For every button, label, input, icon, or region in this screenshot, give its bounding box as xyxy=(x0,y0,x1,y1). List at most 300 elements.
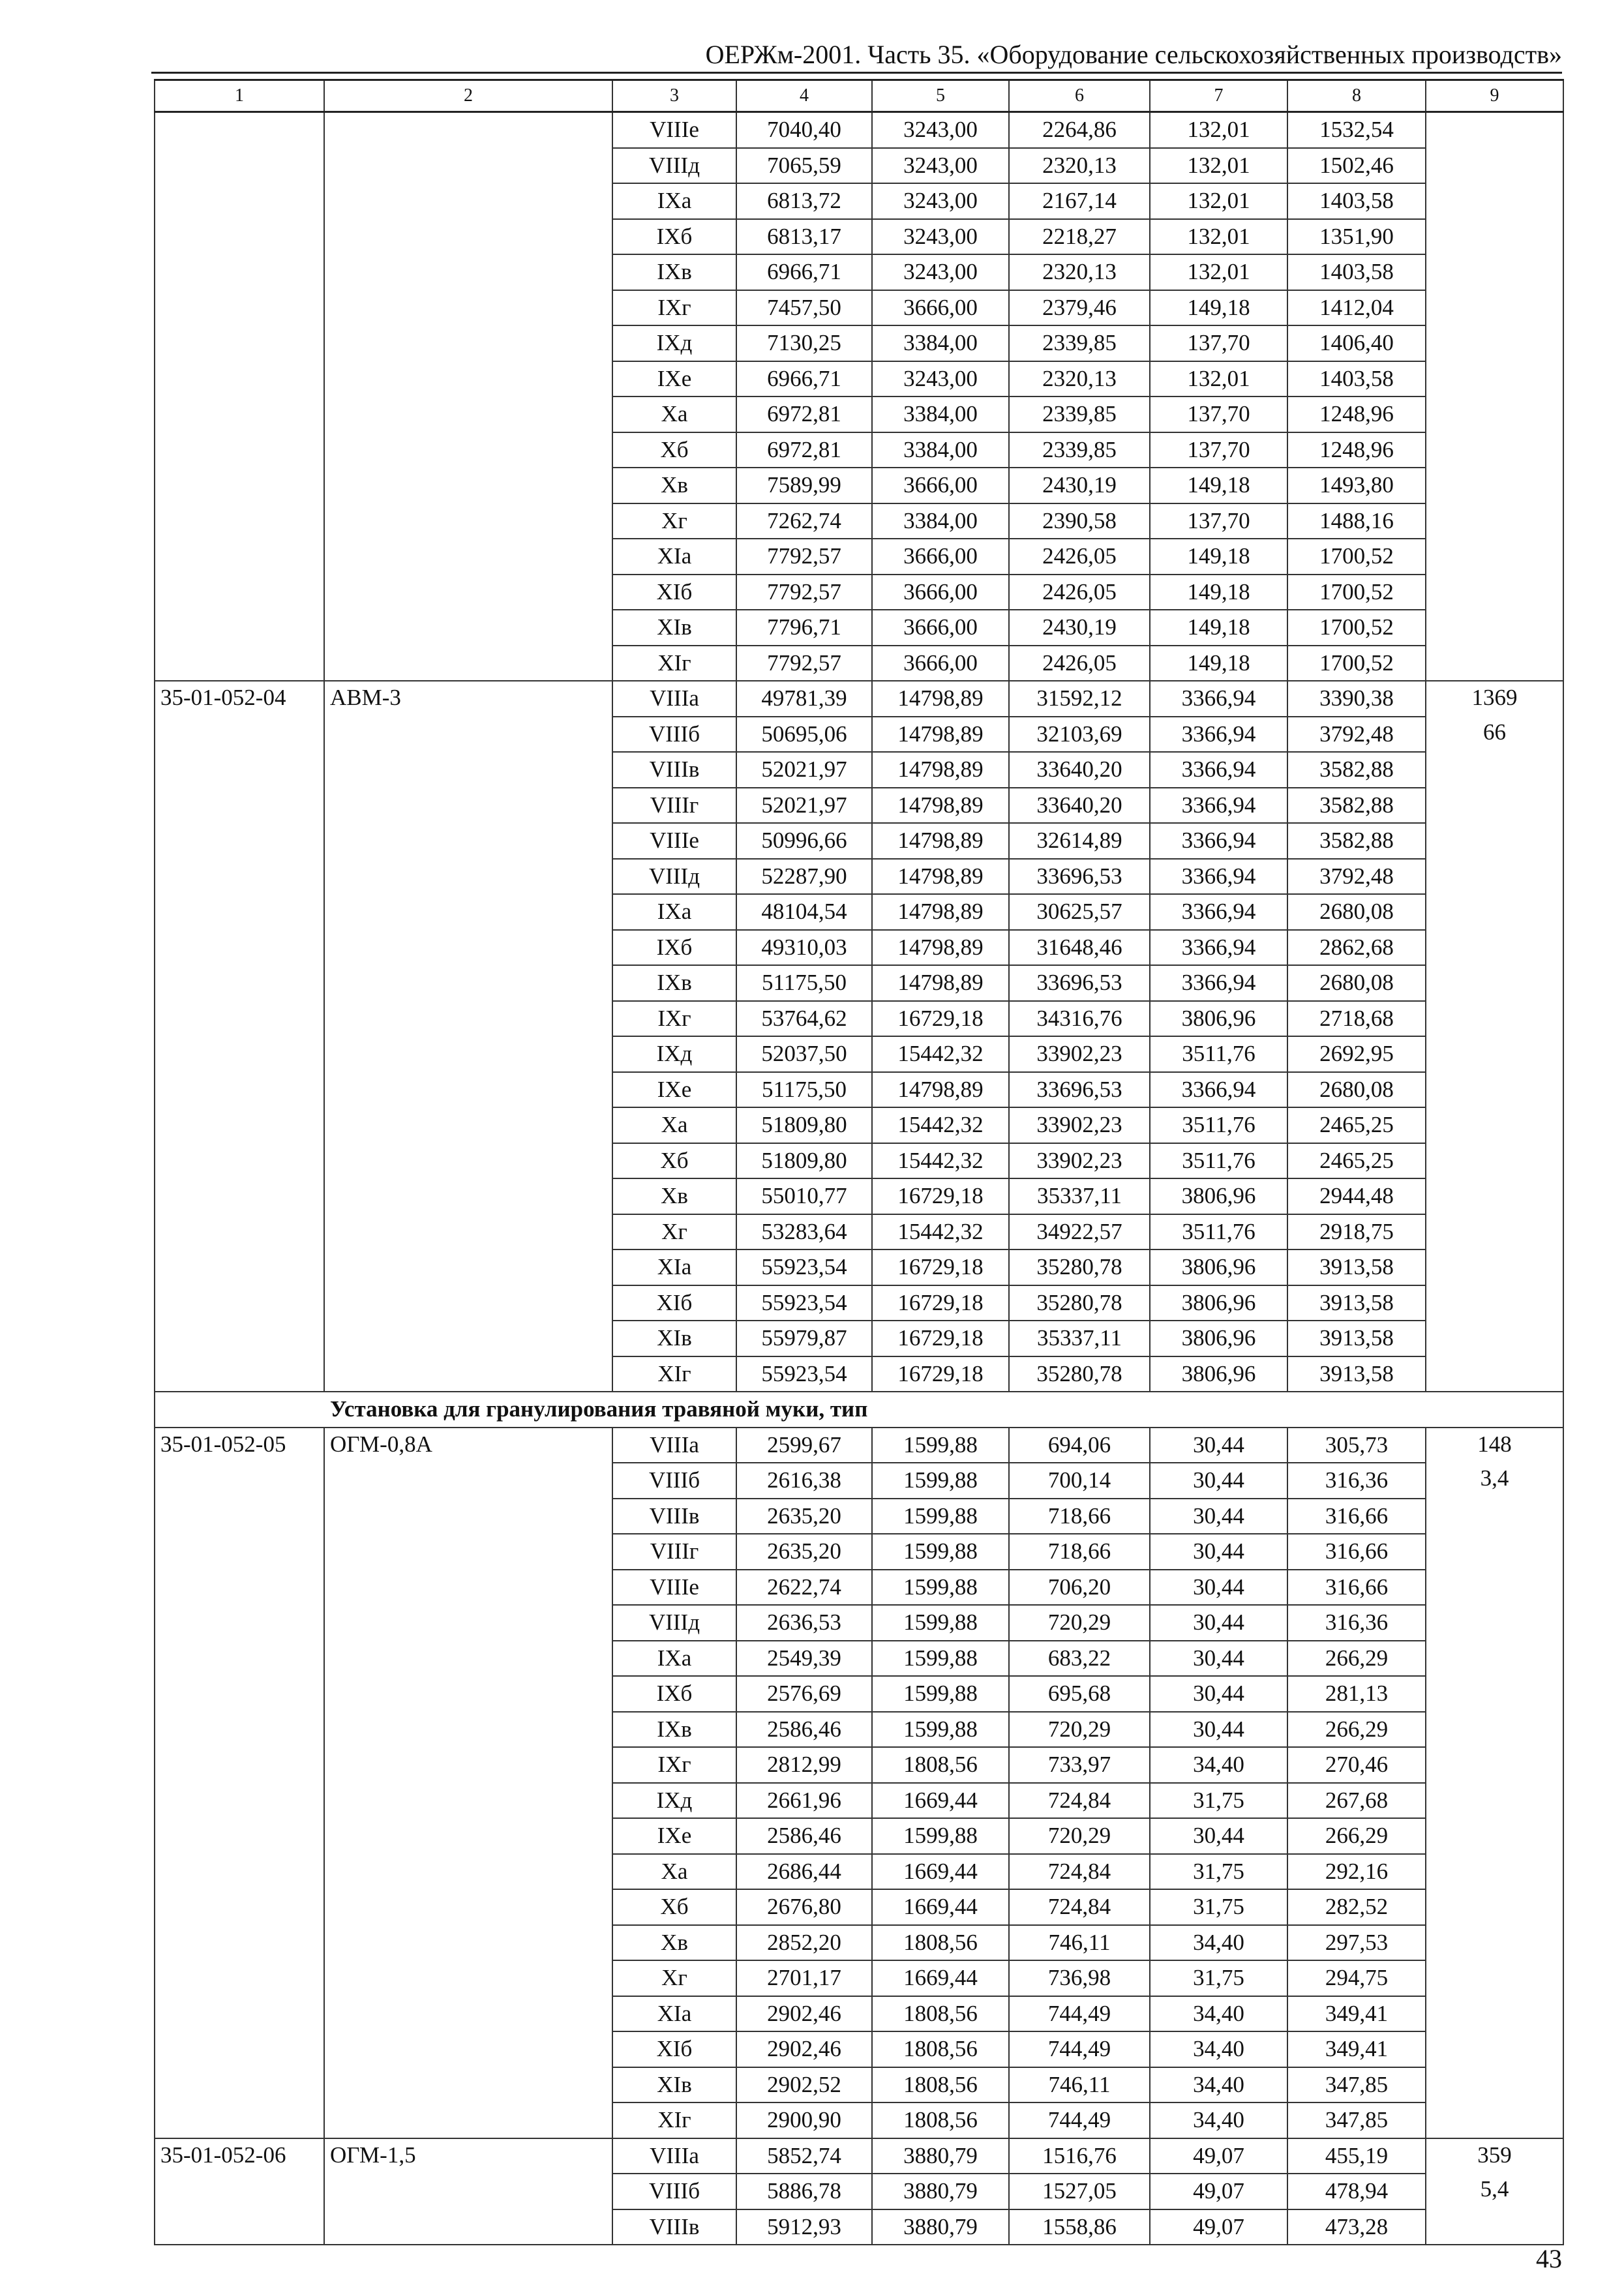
value-cell: 1669,44 xyxy=(872,1783,1009,1819)
value-cell: 3511,76 xyxy=(1150,1036,1287,1072)
value-cell: 720,29 xyxy=(1009,1605,1150,1641)
value-cell: 6966,71 xyxy=(736,254,872,290)
value-cell: 3792,48 xyxy=(1287,859,1426,895)
value-cell: 3366,94 xyxy=(1150,1072,1287,1108)
zone-cell: VIIIг xyxy=(612,1534,736,1570)
zone-cell: IXг xyxy=(612,290,736,326)
value-cell: 2701,17 xyxy=(736,1960,872,1996)
value-cell: 34,40 xyxy=(1150,1925,1287,1961)
zone-cell: XIб xyxy=(612,575,736,610)
value-cell: 3913,58 xyxy=(1287,1356,1426,1392)
value-cell: 3384,00 xyxy=(872,396,1009,432)
value-cell: 2902,46 xyxy=(736,2031,872,2067)
value-cell: 3384,00 xyxy=(872,325,1009,361)
value-cell: 16729,18 xyxy=(872,1321,1009,1356)
zone-cell: IXе xyxy=(612,361,736,397)
value-cell: 3366,94 xyxy=(1150,930,1287,966)
value-cell: 3384,00 xyxy=(872,432,1009,468)
value-cell: 5912,93 xyxy=(736,2209,872,2245)
value-cell: 281,13 xyxy=(1287,1676,1426,1712)
value-cell: 52037,50 xyxy=(736,1036,872,1072)
value-cell: 49,07 xyxy=(1150,2138,1287,2174)
value-cell: 33640,20 xyxy=(1009,752,1150,788)
value-cell: 137,70 xyxy=(1150,503,1287,539)
value-cell: 30,44 xyxy=(1150,1676,1287,1712)
value-cell: 35337,11 xyxy=(1009,1321,1150,1356)
value-cell: 33696,53 xyxy=(1009,859,1150,895)
value-cell: 3806,96 xyxy=(1150,1001,1287,1037)
value-cell: 2680,08 xyxy=(1287,1072,1426,1108)
value-cell: 2635,20 xyxy=(736,1534,872,1570)
table-body xyxy=(155,80,1563,2245)
value-cell: 34316,76 xyxy=(1009,1001,1150,1037)
value-cell: 1808,56 xyxy=(872,1996,1009,2032)
value-cell: 2718,68 xyxy=(1287,1001,1426,1037)
value-cell: 2576,69 xyxy=(736,1676,872,1712)
value-cell: 720,29 xyxy=(1009,1818,1150,1854)
zone-cell: IXв xyxy=(612,254,736,290)
value-cell: 49310,03 xyxy=(736,930,872,966)
value-cell: 2264,86 xyxy=(1009,112,1150,148)
value-cell: 1700,52 xyxy=(1287,610,1426,646)
value-cell: 51175,50 xyxy=(736,965,872,1001)
value-cell: 3366,94 xyxy=(1150,965,1287,1001)
value-cell: 347,85 xyxy=(1287,2067,1426,2103)
value-cell: 14798,89 xyxy=(872,894,1009,930)
value-cell: 34,40 xyxy=(1150,2102,1287,2138)
value-cell: 149,18 xyxy=(1150,539,1287,575)
value-cell: 1669,44 xyxy=(872,1854,1009,1890)
value-cell: 137,70 xyxy=(1150,396,1287,432)
value-cell: 31592,12 xyxy=(1009,681,1150,717)
value-cell: 3511,76 xyxy=(1150,1107,1287,1143)
value-cell: 132,01 xyxy=(1150,361,1287,397)
value-cell: 137,70 xyxy=(1150,325,1287,361)
zone-cell: VIIIд xyxy=(612,1605,736,1641)
col9-cell xyxy=(1426,2138,1563,2245)
item-name-cell: АВМ-3 xyxy=(324,681,612,1392)
zone-cell: XIв xyxy=(612,1321,736,1356)
value-cell: 744,49 xyxy=(1009,2102,1150,2138)
value-cell: 1527,05 xyxy=(1009,2174,1150,2209)
value-cell: 50695,06 xyxy=(736,717,872,753)
value-cell: 55979,87 xyxy=(736,1321,872,1356)
value-cell: 2320,13 xyxy=(1009,148,1150,184)
value-cell: 316,66 xyxy=(1287,1499,1426,1534)
zone-cell: XIв xyxy=(612,610,736,646)
zone-cell: IXг xyxy=(612,1001,736,1037)
value-cell: 2900,90 xyxy=(736,2102,872,2138)
column-number: 6 xyxy=(1009,80,1150,112)
col9-value-1: 1369 xyxy=(1471,685,1518,710)
section-title: Установка для гранулирования травяной муки, тип xyxy=(324,1392,1563,1428)
value-cell: 2616,38 xyxy=(736,1463,872,1499)
value-cell: 2167,14 xyxy=(1009,183,1150,219)
table-row xyxy=(155,2138,1563,2174)
value-cell: 7040,40 xyxy=(736,112,872,148)
zone-cell: IXа xyxy=(612,1641,736,1677)
value-cell: 294,75 xyxy=(1287,1960,1426,1996)
value-cell: 2852,20 xyxy=(736,1925,872,1961)
value-cell: 33696,53 xyxy=(1009,1072,1150,1108)
value-cell: 683,22 xyxy=(1009,1641,1150,1677)
zone-cell: XIб xyxy=(612,2031,736,2067)
column-number: 4 xyxy=(736,80,872,112)
value-cell: 14798,89 xyxy=(872,788,1009,824)
col9-value-2: 66 xyxy=(1483,719,1506,745)
value-cell: 2465,25 xyxy=(1287,1143,1426,1179)
value-cell: 33902,23 xyxy=(1009,1036,1150,1072)
value-cell: 132,01 xyxy=(1150,254,1287,290)
value-cell: 2320,13 xyxy=(1009,254,1150,290)
column-number: 1 xyxy=(155,80,324,112)
value-cell: 31,75 xyxy=(1150,1889,1287,1925)
value-cell: 3666,00 xyxy=(872,539,1009,575)
section-title-row xyxy=(155,1392,1563,1428)
column-number-row xyxy=(155,80,1563,112)
value-cell: 746,11 xyxy=(1009,1925,1150,1961)
page-header-title: ОЕРЖм-2001. Часть 35. «Оборудование сельскохозяйственных производств» xyxy=(705,40,1562,69)
value-cell: 2676,80 xyxy=(736,1889,872,1925)
zone-cell: XIа xyxy=(612,1996,736,2032)
value-cell: 1599,88 xyxy=(872,1570,1009,1606)
value-cell: 1248,96 xyxy=(1287,396,1426,432)
value-cell: 292,16 xyxy=(1287,1854,1426,1890)
value-cell: 2636,53 xyxy=(736,1605,872,1641)
item-code-cell: 35-01-052-06 xyxy=(155,2138,324,2245)
value-cell: 3366,94 xyxy=(1150,859,1287,895)
value-cell: 30,44 xyxy=(1150,1463,1287,1499)
col9-cell xyxy=(1426,1428,1563,2138)
value-cell: 3806,96 xyxy=(1150,1178,1287,1214)
value-cell: 1599,88 xyxy=(872,1534,1009,1570)
value-cell: 33696,53 xyxy=(1009,965,1150,1001)
value-cell: 1488,16 xyxy=(1287,503,1426,539)
value-cell: 14798,89 xyxy=(872,752,1009,788)
zone-cell: Xб xyxy=(612,1889,736,1925)
value-cell: 266,29 xyxy=(1287,1641,1426,1677)
zone-cell: XIг xyxy=(612,646,736,681)
value-cell: 2339,85 xyxy=(1009,432,1150,468)
col9-value-1 xyxy=(1426,113,1563,147)
value-cell: 7065,59 xyxy=(736,148,872,184)
value-cell: 30,44 xyxy=(1150,1534,1287,1570)
value-cell: 1599,88 xyxy=(872,1818,1009,1854)
value-cell: 1669,44 xyxy=(872,1960,1009,1996)
column-number: 5 xyxy=(872,80,1009,112)
zone-cell: IXб xyxy=(612,219,736,255)
value-cell: 2339,85 xyxy=(1009,325,1150,361)
value-cell: 724,84 xyxy=(1009,1854,1150,1890)
zone-cell: VIIIб xyxy=(612,2174,736,2209)
zone-cell: VIIIв xyxy=(612,752,736,788)
price-table xyxy=(154,79,1564,2245)
column-number: 7 xyxy=(1150,80,1287,112)
zone-cell: VIIIг xyxy=(612,788,736,824)
value-cell: 1516,76 xyxy=(1009,2138,1150,2174)
value-cell: 1403,58 xyxy=(1287,361,1426,397)
value-cell: 149,18 xyxy=(1150,290,1287,326)
value-cell: 15442,32 xyxy=(872,1107,1009,1143)
value-cell: 266,29 xyxy=(1287,1818,1426,1854)
value-cell: 6972,81 xyxy=(736,432,872,468)
zone-cell: IXв xyxy=(612,1712,736,1748)
value-cell: 316,66 xyxy=(1287,1534,1426,1570)
value-cell: 3913,58 xyxy=(1287,1249,1426,1285)
value-cell: 1406,40 xyxy=(1287,325,1426,361)
value-cell: 349,41 xyxy=(1287,1996,1426,2032)
zone-cell: Xб xyxy=(612,1143,736,1179)
value-cell: 16729,18 xyxy=(872,1001,1009,1037)
value-cell: 3243,00 xyxy=(872,148,1009,184)
value-cell: 16729,18 xyxy=(872,1356,1009,1392)
item-name-cell: ОГМ-1,5 xyxy=(324,2138,612,2245)
value-cell: 700,14 xyxy=(1009,1463,1150,1499)
value-cell: 55010,77 xyxy=(736,1178,872,1214)
value-cell: 724,84 xyxy=(1009,1889,1150,1925)
value-cell: 14798,89 xyxy=(872,823,1009,859)
item-code-cell xyxy=(155,112,324,681)
col9-value-1: 359 xyxy=(1477,2142,1512,2168)
value-cell: 694,06 xyxy=(1009,1428,1150,1463)
value-cell: 32614,89 xyxy=(1009,823,1150,859)
value-cell: 349,41 xyxy=(1287,2031,1426,2067)
value-cell: 3880,79 xyxy=(872,2138,1009,2174)
zone-cell: VIIIд xyxy=(612,859,736,895)
zone-cell: Xв xyxy=(612,1925,736,1961)
value-cell: 3243,00 xyxy=(872,254,1009,290)
value-cell: 2686,44 xyxy=(736,1854,872,1890)
value-cell: 2862,68 xyxy=(1287,930,1426,966)
zone-cell: IXд xyxy=(612,1036,736,1072)
zone-cell: Xа xyxy=(612,396,736,432)
value-cell: 473,28 xyxy=(1287,2209,1426,2245)
col9-value-2: 3,4 xyxy=(1480,1465,1509,1491)
value-cell: 478,94 xyxy=(1287,2174,1426,2209)
value-cell: 736,98 xyxy=(1009,1960,1150,1996)
value-cell: 3384,00 xyxy=(872,503,1009,539)
value-cell: 718,66 xyxy=(1009,1534,1150,1570)
value-cell: 1700,52 xyxy=(1287,539,1426,575)
zone-cell: Xв xyxy=(612,468,736,503)
value-cell: 3880,79 xyxy=(872,2174,1009,2209)
value-cell: 1599,88 xyxy=(872,1499,1009,1534)
value-cell: 2379,46 xyxy=(1009,290,1150,326)
value-cell: 733,97 xyxy=(1009,1747,1150,1783)
zone-cell: VIIIа xyxy=(612,681,736,717)
value-cell: 34,40 xyxy=(1150,1996,1287,2032)
value-cell: 1248,96 xyxy=(1287,432,1426,468)
value-cell: 15442,32 xyxy=(872,1143,1009,1179)
value-cell: 297,53 xyxy=(1287,1925,1426,1961)
value-cell: 48104,54 xyxy=(736,894,872,930)
value-cell: 35337,11 xyxy=(1009,1178,1150,1214)
value-cell: 746,11 xyxy=(1009,2067,1150,2103)
value-cell: 3582,88 xyxy=(1287,752,1426,788)
value-cell: 7589,99 xyxy=(736,468,872,503)
value-cell: 3243,00 xyxy=(872,112,1009,148)
value-cell: 33902,23 xyxy=(1009,1143,1150,1179)
value-cell: 32103,69 xyxy=(1009,717,1150,753)
value-cell: 1669,44 xyxy=(872,1889,1009,1925)
value-cell: 137,70 xyxy=(1150,432,1287,468)
value-cell: 1599,88 xyxy=(872,1605,1009,1641)
zone-cell: IXб xyxy=(612,930,736,966)
value-cell: 2586,46 xyxy=(736,1712,872,1748)
value-cell: 3806,96 xyxy=(1150,1356,1287,1392)
value-cell: 2320,13 xyxy=(1009,361,1150,397)
value-cell: 3806,96 xyxy=(1150,1249,1287,1285)
item-code-cell: 35-01-052-04 xyxy=(155,681,324,1392)
value-cell: 5852,74 xyxy=(736,2138,872,2174)
value-cell: 7792,57 xyxy=(736,646,872,681)
value-cell: 3243,00 xyxy=(872,361,1009,397)
table-row xyxy=(155,681,1563,717)
section-spacer-cell xyxy=(155,1392,324,1428)
value-cell: 16729,18 xyxy=(872,1249,1009,1285)
value-cell: 30,44 xyxy=(1150,1428,1287,1463)
value-cell: 305,73 xyxy=(1287,1428,1426,1463)
value-cell: 2426,05 xyxy=(1009,646,1150,681)
value-cell: 30,44 xyxy=(1150,1605,1287,1641)
value-cell: 2426,05 xyxy=(1009,575,1150,610)
zone-cell: XIа xyxy=(612,1249,736,1285)
value-cell: 3913,58 xyxy=(1287,1285,1426,1321)
value-cell: 53283,64 xyxy=(736,1214,872,1250)
zone-cell: IXа xyxy=(612,894,736,930)
zone-cell: VIIIе xyxy=(612,1570,736,1606)
value-cell: 3666,00 xyxy=(872,290,1009,326)
value-cell: 3511,76 xyxy=(1150,1214,1287,1250)
zone-cell: XIг xyxy=(612,1356,736,1392)
value-cell: 31,75 xyxy=(1150,1783,1287,1819)
value-cell: 744,49 xyxy=(1009,1996,1150,2032)
zone-cell: Xг xyxy=(612,503,736,539)
value-cell: 49,07 xyxy=(1150,2209,1287,2245)
value-cell: 3582,88 xyxy=(1287,788,1426,824)
value-cell: 2549,39 xyxy=(736,1641,872,1677)
value-cell: 2465,25 xyxy=(1287,1107,1426,1143)
column-number: 3 xyxy=(612,80,736,112)
item-name-cell: ОГМ-0,8А xyxy=(324,1428,612,2138)
value-cell: 1403,58 xyxy=(1287,254,1426,290)
value-cell: 6813,17 xyxy=(736,219,872,255)
value-cell: 706,20 xyxy=(1009,1570,1150,1606)
value-cell: 1808,56 xyxy=(872,2067,1009,2103)
value-cell: 1808,56 xyxy=(872,2031,1009,2067)
value-cell: 1403,58 xyxy=(1287,183,1426,219)
value-cell: 30,44 xyxy=(1150,1818,1287,1854)
value-cell: 1808,56 xyxy=(872,2102,1009,2138)
value-cell: 3511,76 xyxy=(1150,1143,1287,1179)
value-cell: 1700,52 xyxy=(1287,646,1426,681)
col9-cell xyxy=(1426,112,1563,681)
value-cell: 149,18 xyxy=(1150,646,1287,681)
table-row xyxy=(155,112,1563,148)
zone-cell: IXд xyxy=(612,1783,736,1819)
value-cell: 14798,89 xyxy=(872,859,1009,895)
value-cell: 6813,72 xyxy=(736,183,872,219)
value-cell: 2944,48 xyxy=(1287,1178,1426,1214)
value-cell: 6966,71 xyxy=(736,361,872,397)
value-cell: 282,52 xyxy=(1287,1889,1426,1925)
value-cell: 2339,85 xyxy=(1009,396,1150,432)
value-cell: 30,44 xyxy=(1150,1712,1287,1748)
value-cell: 3880,79 xyxy=(872,2209,1009,2245)
value-cell: 1502,46 xyxy=(1287,148,1426,184)
value-cell: 3666,00 xyxy=(872,575,1009,610)
value-cell: 2635,20 xyxy=(736,1499,872,1534)
zone-cell: IXа xyxy=(612,183,736,219)
value-cell: 2586,46 xyxy=(736,1818,872,1854)
value-cell: 2680,08 xyxy=(1287,965,1426,1001)
value-cell: 33640,20 xyxy=(1009,788,1150,824)
value-cell: 2902,52 xyxy=(736,2067,872,2103)
value-cell: 347,85 xyxy=(1287,2102,1426,2138)
value-cell: 2812,99 xyxy=(736,1747,872,1783)
zone-cell: VIIIе xyxy=(612,823,736,859)
value-cell: 1558,86 xyxy=(1009,2209,1150,2245)
value-cell: 35280,78 xyxy=(1009,1249,1150,1285)
value-cell: 149,18 xyxy=(1150,610,1287,646)
zone-cell: Xв xyxy=(612,1178,736,1214)
value-cell: 316,66 xyxy=(1287,1570,1426,1606)
value-cell: 15442,32 xyxy=(872,1214,1009,1250)
value-cell: 55923,54 xyxy=(736,1249,872,1285)
value-cell: 1599,88 xyxy=(872,1641,1009,1677)
value-cell: 33902,23 xyxy=(1009,1107,1150,1143)
col9-value-2: 5,4 xyxy=(1480,2176,1509,2202)
zone-cell: VIIIв xyxy=(612,1499,736,1534)
zone-cell: VIIIв xyxy=(612,2209,736,2245)
value-cell: 720,29 xyxy=(1009,1712,1150,1748)
value-cell: 3243,00 xyxy=(872,183,1009,219)
value-cell: 3366,94 xyxy=(1150,894,1287,930)
value-cell: 30625,57 xyxy=(1009,894,1150,930)
value-cell: 3666,00 xyxy=(872,610,1009,646)
column-number: 9 xyxy=(1426,80,1563,112)
zone-cell: Xг xyxy=(612,1214,736,1250)
value-cell: 34,40 xyxy=(1150,2067,1287,2103)
value-cell: 3243,00 xyxy=(872,219,1009,255)
value-cell: 7130,25 xyxy=(736,325,872,361)
zone-cell: VIIIа xyxy=(612,2138,736,2174)
value-cell: 3806,96 xyxy=(1150,1321,1287,1356)
value-cell: 2599,67 xyxy=(736,1428,872,1463)
value-cell: 34,40 xyxy=(1150,2031,1287,2067)
value-cell: 15442,32 xyxy=(872,1036,1009,1072)
value-cell: 31648,46 xyxy=(1009,930,1150,966)
value-cell: 3582,88 xyxy=(1287,823,1426,859)
value-cell: 1599,88 xyxy=(872,1463,1009,1499)
value-cell: 5886,78 xyxy=(736,2174,872,2209)
value-cell: 149,18 xyxy=(1150,575,1287,610)
value-cell: 267,68 xyxy=(1287,1783,1426,1819)
value-cell: 35280,78 xyxy=(1009,1356,1150,1392)
value-cell: 718,66 xyxy=(1009,1499,1150,1534)
value-cell: 51809,80 xyxy=(736,1143,872,1179)
value-cell: 3666,00 xyxy=(872,468,1009,503)
value-cell: 2918,75 xyxy=(1287,1214,1426,1250)
value-cell: 30,44 xyxy=(1150,1641,1287,1677)
value-cell: 3792,48 xyxy=(1287,717,1426,753)
value-cell: 3366,94 xyxy=(1150,752,1287,788)
col9-value-1: 148 xyxy=(1477,1431,1512,1457)
value-cell: 2692,95 xyxy=(1287,1036,1426,1072)
value-cell: 7796,71 xyxy=(736,610,872,646)
value-cell: 1808,56 xyxy=(872,1925,1009,1961)
value-cell: 7792,57 xyxy=(736,539,872,575)
